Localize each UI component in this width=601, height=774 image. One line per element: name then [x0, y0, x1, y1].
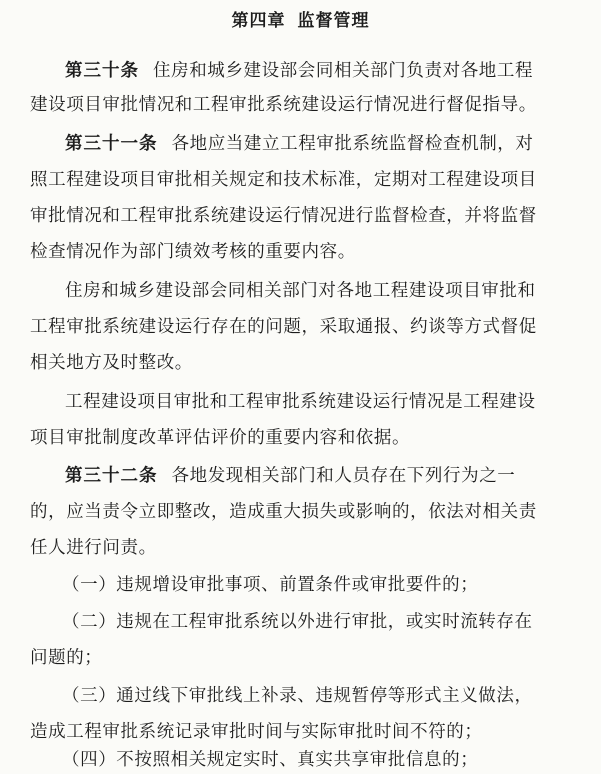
article-31-paragraph-2-line-2: 工程审批系统建设运行存在的问题，采取通报、约谈等方式督促: [30, 317, 537, 337]
article-31-paragraph-3-line-1: 工程建设项目审批和工程审批系统建设运行情况是工程建设: [65, 392, 536, 412]
article-32-item-4: （四）不按照相关规定实时、真实共享审批信息的；: [62, 750, 479, 770]
article-32-line-2: 的，应当责令立即整改，造成重大损失或影响的，依法对相关责: [30, 502, 537, 522]
article-32-item-2-line-1: （二）违规在工程审批系统以外进行审批，或实时流转存在: [62, 612, 533, 632]
article-32-item-3-line-1: （三）通过线下审批线上补录、违规暂停等形式主义做法，: [62, 686, 533, 706]
article-31-paragraph-2-line-1: 住房和城乡建设部会同相关部门对各地工程建设项目审批和: [65, 281, 536, 301]
article-30-line-1: 第三十条 住房和城乡建设部会同相关部门负责对各地工程: [65, 61, 534, 81]
chapter-name: 监督管理: [297, 11, 370, 31]
article-32-line-3: 任人进行问责。: [30, 538, 157, 558]
article-32-item-2-line-2: 问题的；: [30, 648, 103, 668]
article-31-paragraph-2-line-3: 相关地方及时整改。: [30, 353, 193, 373]
article-31-paragraph-3-line-2: 项目审批制度改革评估评价的重要内容和依据。: [30, 428, 411, 448]
article-32-item-1: （一）违规增设审批事项、前置条件或审批要件的；: [62, 575, 479, 595]
chapter-title: [0, 6, 601, 31]
article-32-number: 第三十二条: [65, 466, 158, 486]
article-30-line-2: 建设项目审批情况和工程审批系统建设运行情况进行督促指导。: [30, 95, 537, 115]
article-31-line-3: 审批情况和工程审批系统建设运行情况进行监督检查，并将监督: [30, 206, 537, 226]
article-31-number: 第三十一条: [65, 134, 158, 154]
chapter-number: 第四章: [231, 11, 286, 31]
article-31-line-4: 检查情况作为部门绩效考核的重要内容。: [30, 242, 356, 262]
article-30-number: 第三十条: [65, 61, 139, 81]
article-32-line-1: 第三十二条 各地发现相关部门和人员存在下列行为之一: [65, 466, 516, 486]
article-31-line-1: 第三十一条 各地应当建立工程审批系统监督检查机制，对: [65, 134, 534, 154]
article-31-line-2: 照工程建设项目审批相关规定和技术标准，定期对工程建设项目: [30, 170, 537, 190]
article-32-item-3-line-2: 造成工程审批系统记录审批时间与实际审批时间不符的；: [30, 722, 483, 742]
